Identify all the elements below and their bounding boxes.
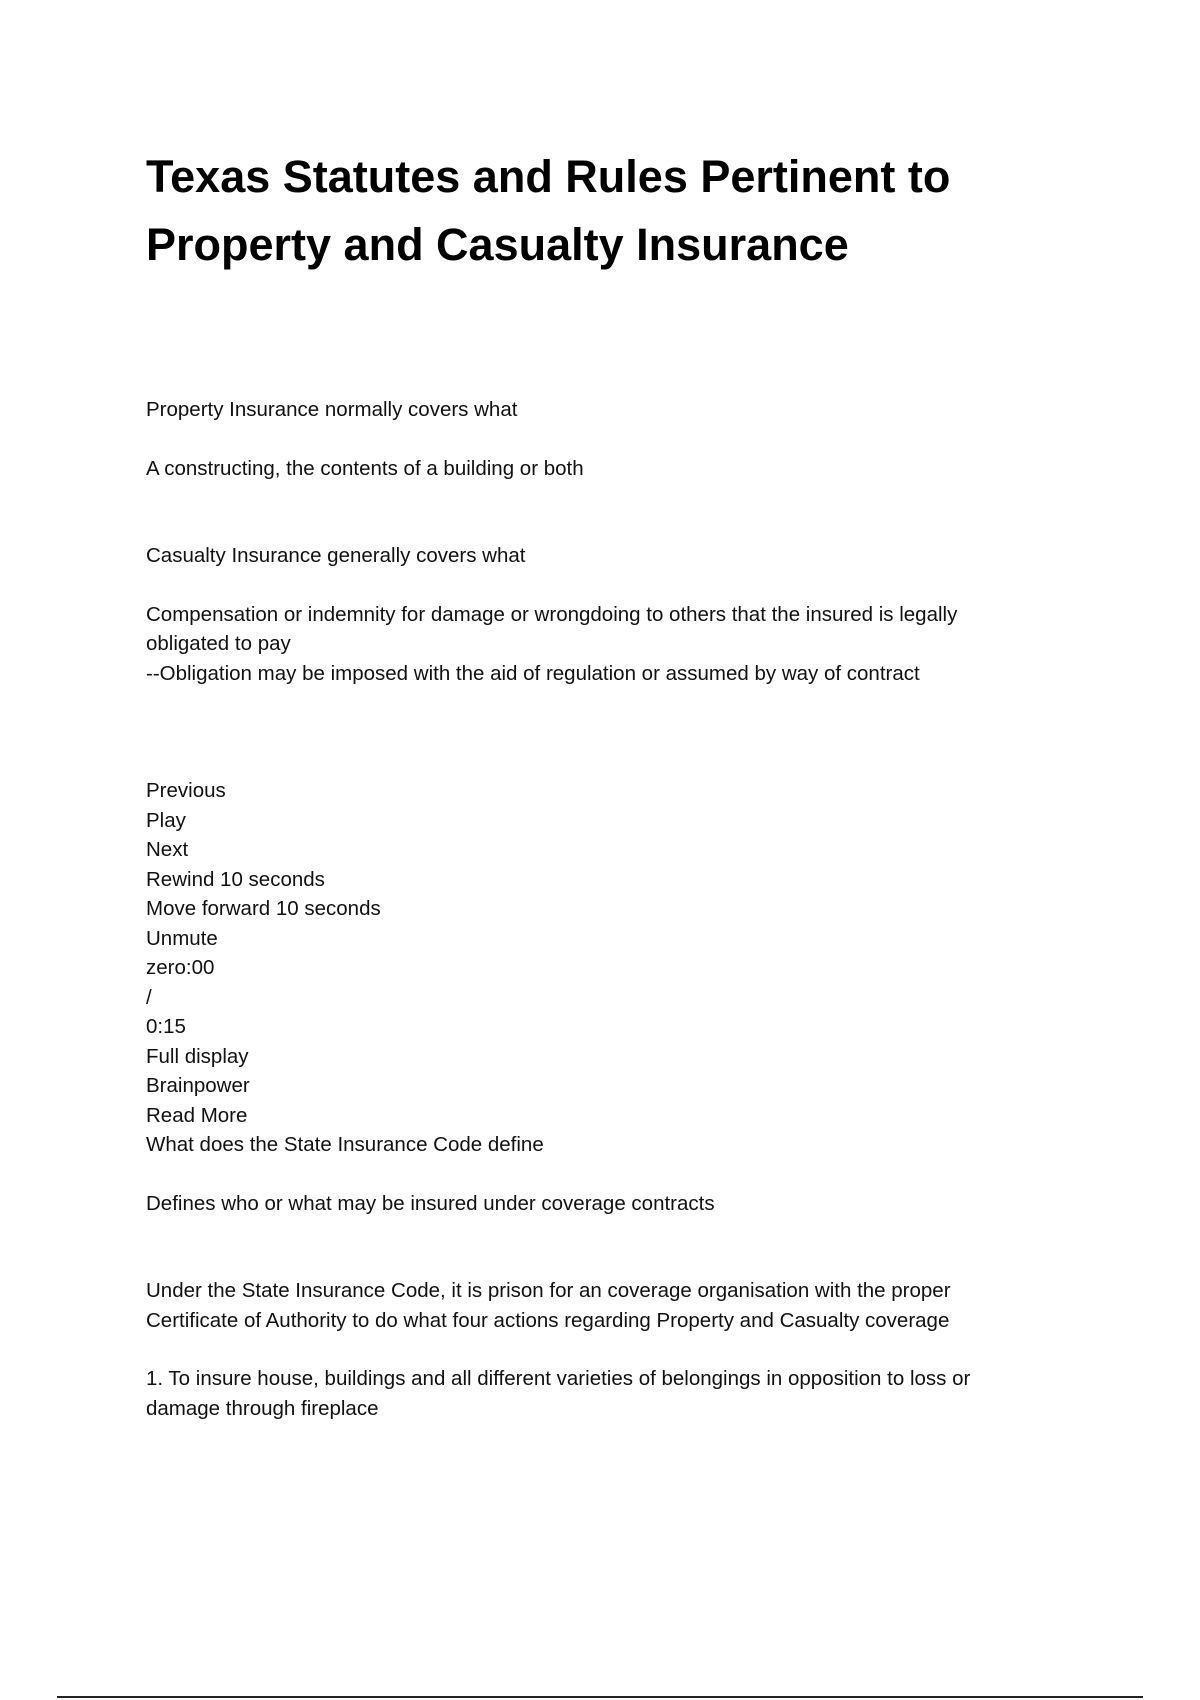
forward-button[interactable]: Move forward 10 seconds bbox=[146, 897, 381, 920]
rewind-button[interactable]: Rewind 10 seconds bbox=[146, 867, 325, 891]
answer-text bbox=[146, 1364, 1066, 1423]
footer-divider bbox=[57, 1696, 1143, 1698]
question-text: Property Insurance normally covers what bbox=[146, 398, 518, 421]
document-content bbox=[146, 143, 1066, 1423]
question-text bbox=[146, 1276, 1066, 1335]
qa-property-insurance bbox=[146, 395, 1066, 483]
media-player-text bbox=[146, 776, 1066, 1130]
title-line-1: Texas Statutes and Rules Pertinent to bbox=[146, 151, 951, 202]
question-text: Casualty Insurance generally covers what bbox=[146, 544, 526, 567]
qa-state-insurance-code bbox=[146, 1130, 1066, 1218]
answer-line-1: Compensation or indemnity for damage or wrongdoing to others that the insured is legally bbox=[146, 602, 958, 626]
question-line-1: Under the State Insurance Code, it is prison for an coverage organisation with the proper bbox=[146, 1279, 951, 1302]
answer-text bbox=[146, 600, 1066, 689]
time-separator: / bbox=[146, 985, 152, 1009]
title-line-2: Property and Casualty Insurance bbox=[146, 219, 849, 270]
answer-text: Defines who or what may be insured under coverage contracts bbox=[146, 1191, 715, 1215]
qa-casualty-insurance bbox=[146, 541, 1066, 688]
brand-label: Brainpower bbox=[146, 1074, 250, 1097]
fullscreen-button[interactable]: Full display bbox=[146, 1044, 249, 1068]
question-line-2: Certificate of Authority to do what four actions regarding Property and Casualty coverage bbox=[146, 1308, 950, 1332]
duration: 0:15 bbox=[146, 1015, 186, 1038]
play-button[interactable]: Play bbox=[146, 808, 186, 832]
current-time: zero:00 bbox=[146, 956, 215, 979]
answer-line-1: 1. To insure house, buildings and all different varieties of belongings in opposition to loss or bbox=[146, 1367, 971, 1390]
answer-line-3: --Obligation may be imposed with the aid of regulation or assumed by way of contract bbox=[146, 661, 920, 685]
previous-button[interactable]: Previous bbox=[146, 779, 226, 802]
next-button[interactable]: Next bbox=[146, 838, 189, 861]
unmute-button[interactable]: Unmute bbox=[146, 926, 218, 950]
answer-line-2: obligated to pay bbox=[146, 632, 291, 655]
answer-line-2: damage through fireplace bbox=[146, 1396, 379, 1420]
document-title bbox=[146, 143, 1066, 279]
read-more-link[interactable]: Read More bbox=[146, 1103, 248, 1127]
qa-certificate-of-authority bbox=[146, 1276, 1066, 1423]
answer-text: A constructing, the contents of a building or both bbox=[146, 456, 584, 480]
question-text: What does the State Insurance Code define bbox=[146, 1133, 544, 1156]
